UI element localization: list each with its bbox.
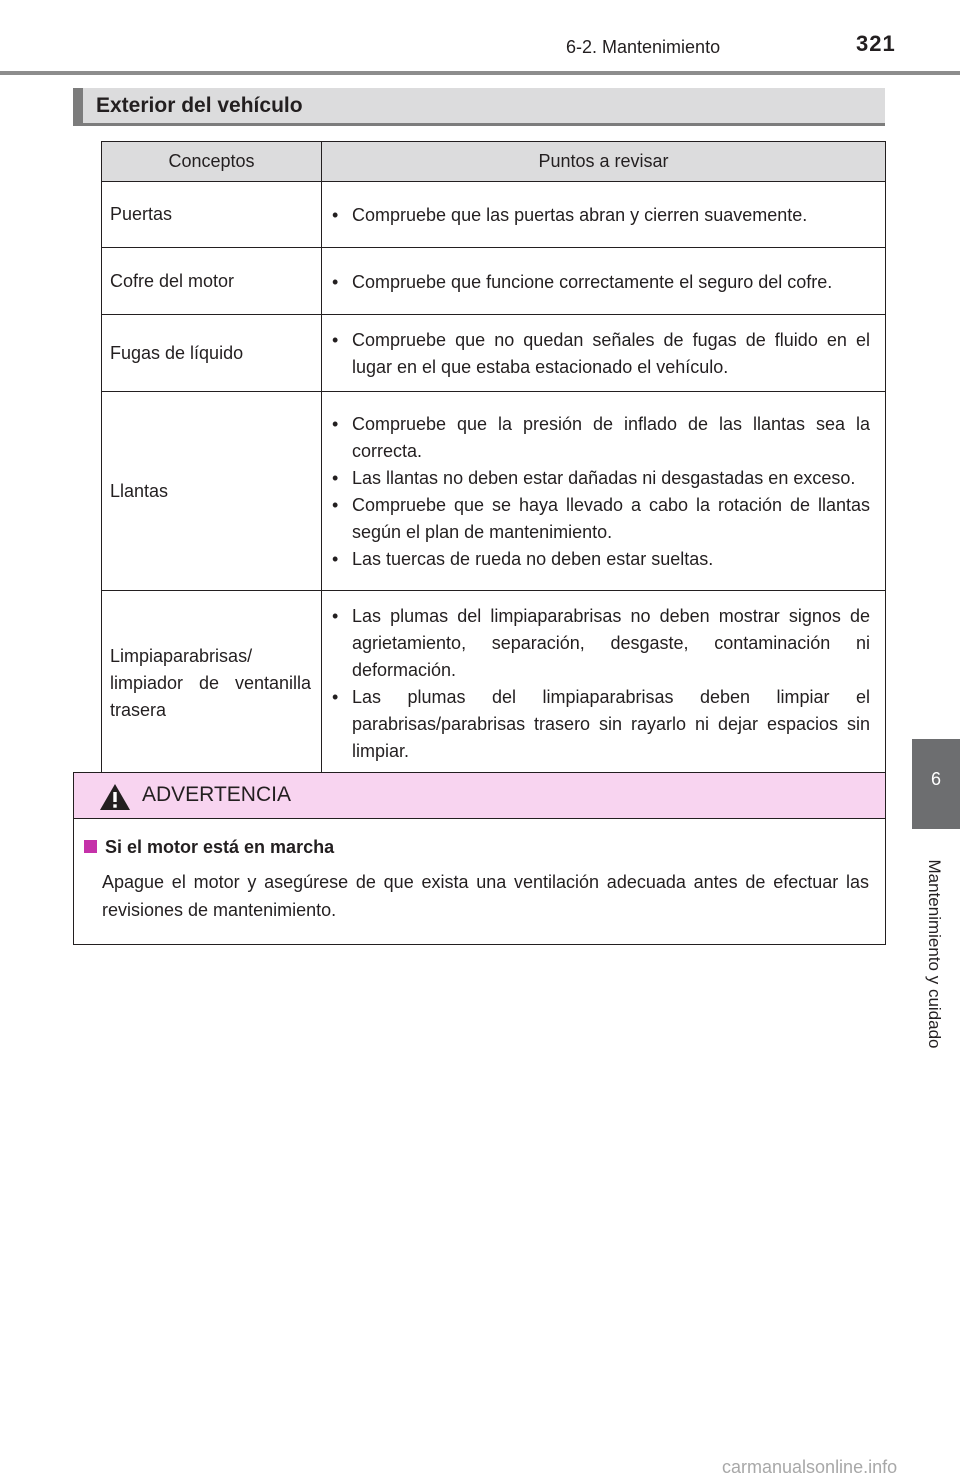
column-header-points: Puntos a revisar xyxy=(322,142,886,182)
table-row xyxy=(102,392,886,591)
column-header-concepts: Conceptos xyxy=(102,142,322,182)
list-item: • Compruebe que no quedan señales de fugas de fluido en el lugar en el que estaba estacionado el vehículo. xyxy=(330,327,870,381)
bullet-list xyxy=(330,327,870,381)
chapter-tab xyxy=(912,739,960,829)
table-row xyxy=(102,248,886,315)
row-concept: Cofre del motor xyxy=(102,248,322,315)
header-divider xyxy=(0,71,960,75)
inspection-table xyxy=(101,141,886,776)
list-item: • Compruebe que funcione correctamente el seguro del cofre. xyxy=(330,269,870,296)
warning-subheading xyxy=(84,837,334,858)
row-concept: Puertas xyxy=(102,182,322,248)
watermark: carmanualsonline.info xyxy=(722,1457,898,1477)
bullet-list xyxy=(330,603,870,765)
row-points xyxy=(322,315,886,392)
chapter-number: 6 xyxy=(930,769,941,789)
square-bullet-icon xyxy=(84,840,97,853)
row-concept: Fugas de líquido xyxy=(102,315,322,392)
section-label: 6-2. Mantenimiento xyxy=(566,37,721,57)
row-points xyxy=(322,591,886,776)
row-points xyxy=(322,182,886,248)
bullet-list xyxy=(330,411,870,573)
section-title: Exterior del vehículo xyxy=(96,94,303,117)
list-item: • Compruebe que las puertas abran y cierren suavemente. xyxy=(330,202,870,229)
row-concept: Limpiaparabrisas/ limpiador de ventanilla trasera xyxy=(102,591,322,776)
table-row xyxy=(102,591,886,776)
row-points xyxy=(322,248,886,315)
table-row xyxy=(102,182,886,248)
warning-header xyxy=(74,773,885,819)
chapter-title: Mantenimiento y cuidado xyxy=(925,858,944,1049)
list-item: • Compruebe que la presión de inflado de las llantas sea la correcta. xyxy=(330,411,870,465)
bullet-list xyxy=(330,269,870,296)
page-number: 321 xyxy=(856,31,896,56)
table-header-row xyxy=(102,142,886,182)
warning-subheading-text: Si el motor está en marcha xyxy=(105,837,335,857)
heading-accent-bar xyxy=(73,88,83,123)
list-item: • Compruebe que se haya llevado a cabo la rotación de llantas según el plan de mantenimiento. xyxy=(330,492,870,546)
list-item: • Las tuercas de rueda no deben estar sueltas. xyxy=(330,546,870,573)
warning-title: ADVERTENCIA xyxy=(142,783,291,806)
warning-box xyxy=(73,772,886,945)
table-row xyxy=(102,315,886,392)
row-concept: Llantas xyxy=(102,392,322,591)
bullet-list xyxy=(330,202,870,229)
warning-triangle-icon xyxy=(98,782,132,812)
chapter-title-vertical xyxy=(920,841,948,1066)
list-item: • Las plumas del limpiaparabrisas no deben mostrar signos de agrietamiento, separación, desgaste, contaminación ni deformación. xyxy=(330,603,870,684)
list-item: • Las plumas del limpiaparabrisas deben limpiar el parabrisas/parabrisas trasero sin rayarlo ni dejar espacios sin limpiar. xyxy=(330,684,870,765)
warning-body: Apague el motor y asegúrese de que exista una ventilación adecuada antes de efectuar las revisiones de mantenimiento. xyxy=(102,872,869,920)
section-heading xyxy=(73,88,885,126)
row-points xyxy=(322,392,886,591)
list-item: • Las llantas no deben estar dañadas ni desgastadas en exceso. xyxy=(330,465,870,492)
